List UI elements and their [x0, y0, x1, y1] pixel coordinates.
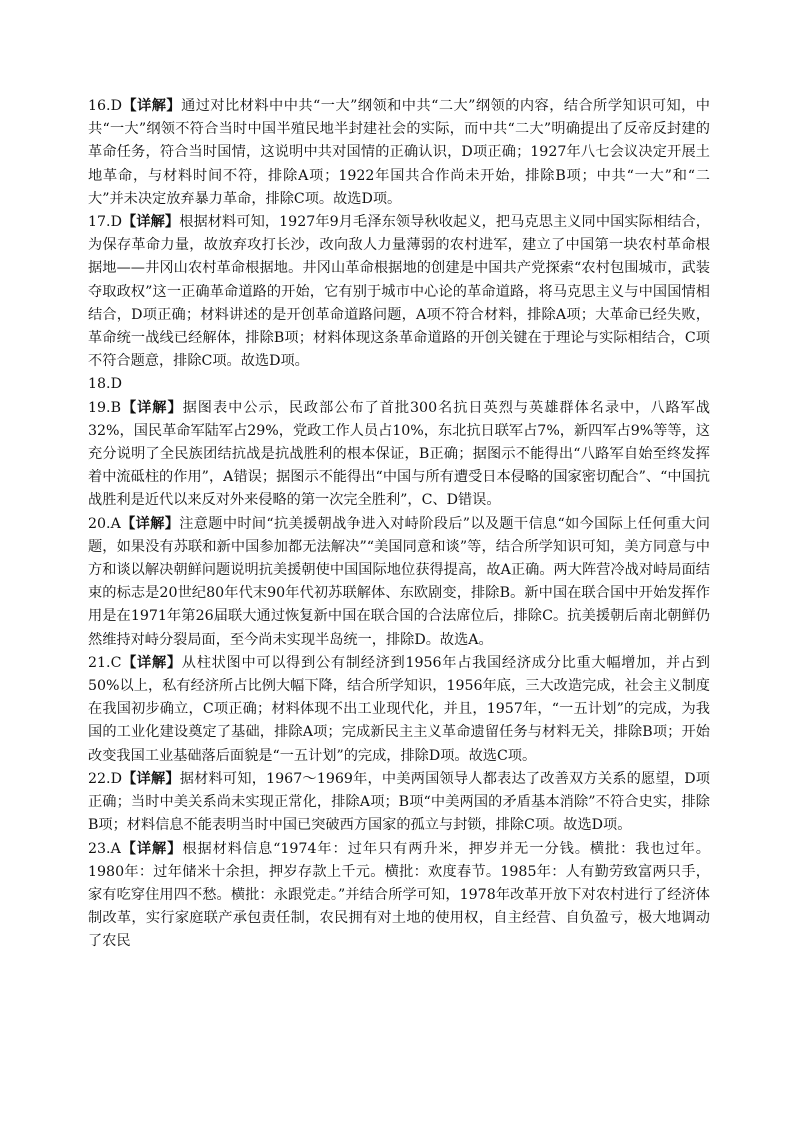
detail-tag: 【详解】 — [121, 654, 182, 671]
answer-number: 21.C — [88, 654, 122, 671]
answer-18 — [88, 373, 710, 396]
answer-21 — [88, 652, 710, 768]
answer-number: 20.A — [88, 515, 121, 532]
detail-tag: 【详解】 — [120, 840, 183, 857]
answer-17 — [88, 211, 710, 373]
answer-text: 注意题中时间“抗美援朝战争进入对峙阶段后”以及题干信息“如今国际上任何重大问题，如果没有苏联和新中国参加都无法解决”“美国同意和谈”等，结合所学知识可知，美方同意与中方和谈以解决朝鲜问题说明抗美援朝使中国国际地位获得提高，故A正确。两大阵营冷战对峙局面结束的标志是20世纪80年代末90年代初苏联解体、东欧剧变，排除B。新中国在联合国中开始发挥作用是在1971年第26届联大通过恢复新中国在联合国的合法席位后，排除C。抗美援朝后南北朝鲜仍然维持对峙分裂局面，至今尚未实现半岛统一，排除D。故选A。 — [88, 515, 710, 648]
answer-text: 根据材料可知，1927年9月毛泽东领导秋收起义，把马克思主义同中国实际相结合，为保存革命力量，故放弃攻打长沙，改向敌人力量薄弱的农村进军，建立了中国第一块农村革命根据地——井冈山农村革命根据地。井冈山革命根据地的创建是中国共产党探索“农村包围城市，武装夺取政权”这一正确革命道路的开始，它有别于城市中心论的革命道路，将马克思主义与中国国情相结合，D项正确；材料讲述的是开创革命道路问题，A项不符合材料，排除A项；大革命已经失败，革命统一战线已经解体，排除B项；材料体现这条革命道路的开创关键在于理论与实际相结合，C项不符合题意，排除C项。故选D项。 — [88, 214, 710, 370]
detail-tag: 【详解】 — [121, 214, 180, 231]
answer-number: 23.A — [88, 840, 121, 857]
answer-23 — [88, 838, 710, 954]
answer-text: 从柱状图中可以得到公有制经济到1956年占我国经济成分比重大幅增加，并占到50%以上，私有经济所占比例大幅下降，结合所学知识，1956年底，三大改造完成，社会主义制度在我国初步确立，C项正确；材料体现不出工业现代化，并且，1957年，“一五计划”的完成，为我国的工业化建设奠定了基础，排除A项；完成新民主主义革命遗留任务与材料无关，排除B项；开始改变我国工业基础落后面貌是“一五计划”的完成，排除D项。故选C项。 — [88, 654, 710, 764]
answer-text: 据材料可知，1967～1969年，中美两国领导人都表达了改善双方关系的愿望，D项正确；当时中美关系尚未实现正常化，排除A项；B项“中美两国的矛盾基本消除”不符合史实，排除B项；材料信息不能表明当时中国已突破西方国家的孤立与封锁，排除C项。故选D项。 — [88, 770, 710, 834]
answer-number: 17.D — [88, 214, 122, 231]
answer-explanations — [88, 95, 710, 954]
answer-text: 通过对比材料中中共“一大”纲领和中共“二大”纲领的内容，结合所学知识可知，中共“一大”纲领不符合当时中国半殖民地半封建社会的实际，而中共“二大”明确提出了反帝反封建的革命任务，符合当时国情，这说明中共对国情的正确认识，D项正确；1927年八七会议决定开展土地革命，与材料时间不符，排除A项；1922年国共合作尚未开始，排除B项；中共“一大”和“二大”并未决定放弃暴力革命，排除C项。故选D项。 — [88, 98, 710, 207]
detail-tag: 【详解】 — [121, 98, 182, 114]
answer-16 — [88, 95, 710, 211]
answer-text: 根据材料信息“1974年：过年只有两升米，押岁并无一分钱。横批：我也过年。1980年：过年储米十余担，押岁存款上千元。横批：欢度春节。1985年：人有勤劳致富两只手，家有吃穿住用四不愁。横批：永跟党走。”并结合所学可知，1978年改革开放下对农村进行了经济体制改革，实行家庭联产承包责任制，农民拥有对土地的使用权，自主经营、自负盈亏，极大地调动了农民 — [88, 840, 710, 950]
answer-19 — [88, 397, 710, 513]
detail-tag: 【详解】 — [120, 515, 180, 532]
answer-22 — [88, 768, 710, 838]
answer-text: 据图表中公示，民政部公布了首批300名抗日英烈与英雄群体名录中，八路军战32%，国民革命军陆军占29%，党政工作人员占10%，东北抗日联军占7%，新四军占9%等等，这充分说明了全民族团结抗战是抗战胜利的根本保证，B正确；据图示不能得出“八路军自始至终发挥着中流砥柱的作用”，A错误；据图示不能得出“中国与所有遭受日本侵略的国家密切配合”、“中国抗战胜利是近代以来反对外来侵略的第一次完全胜利”，C、D错误。 — [88, 399, 710, 509]
answer-20 — [88, 513, 710, 652]
detail-tag: 【详解】 — [121, 770, 180, 787]
detail-tag: 【详解】 — [121, 399, 183, 416]
answer-number: 19.B — [88, 399, 121, 416]
answer-number: 18.D — [88, 376, 122, 393]
answer-number: 16.D — [88, 98, 122, 114]
answer-number: 22.D — [88, 770, 122, 787]
